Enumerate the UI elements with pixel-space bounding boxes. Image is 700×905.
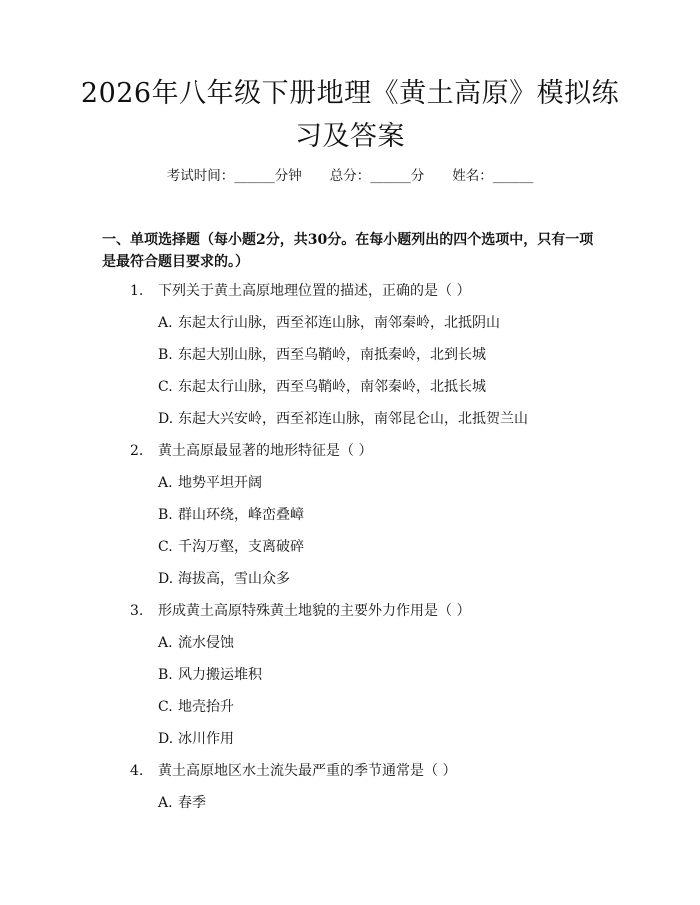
option-letter: D. [158,571,174,587]
question-text: 下列关于黄土高原地理位置的描述，正确的是（ ） [158,283,471,299]
answer-option [158,313,500,333]
option-text: 群山环绕，峰峦叠嶂 [178,507,304,523]
option-text: 海拔高，雪山众多 [178,571,290,587]
answer-option [158,505,304,525]
option-text: 冰川作用 [178,731,234,747]
answer-option [158,537,304,557]
option-text: 流水侵蚀 [178,635,234,651]
option-text: 地势平坦开阔 [178,475,262,491]
answer-option [158,569,290,589]
student-name-field: 姓名：______ [452,168,534,184]
option-letter: B. [158,507,173,523]
option-letter: C. [158,379,173,395]
answer-option [158,697,234,717]
answer-option [158,377,486,397]
option-letter: D. [158,411,174,427]
option-text: 春季 [178,795,206,811]
question-number: 2. [130,443,144,459]
answer-option [158,409,528,429]
option-letter: A. [158,475,173,491]
answer-option [158,345,486,365]
option-letter: A. [158,795,173,811]
question-number: 4. [130,763,144,779]
answer-option [158,473,262,493]
question-text: 黄土高原地区水土流失最严重的季节通常是（ ） [158,763,457,779]
answer-option [158,665,262,685]
option-letter: B. [158,667,173,683]
total-score-field: 总分：______分 [329,168,425,184]
option-letter: C. [158,539,173,555]
option-letter: C. [158,699,173,715]
option-text: 东起太行山脉，西至乌鞘岭，南邻秦岭，北抵长城 [178,379,486,395]
question-text: 形成黄土高原特殊黄土地貌的主要外力作用是（ ） [158,603,471,619]
option-letter: B. [158,347,173,363]
document-title: 2026年八年级下册地理《黄土高原》模拟练习及答案 [80,78,620,152]
option-text: 千沟万壑，支离破碎 [178,539,304,555]
option-letter: A. [158,635,173,651]
exam-meta-line [0,166,700,186]
option-text: 东起大兴安岭，西至祁连山脉，南邻昆仑山，北抵贺兰山 [178,411,528,427]
question-stem [130,441,372,461]
question-stem [130,281,470,301]
answer-option [158,793,206,813]
section-heading: 一、单项选择题（每小题2分，共30分。在每小题列出的四个选项中，只有一项是最符合题目要求的。） [102,232,594,270]
answer-option [158,729,234,749]
question-stem [130,761,456,781]
option-letter: A. [158,315,173,331]
question-stem [130,601,470,621]
question-number: 1. [130,283,144,299]
option-text: 风力搬运堆积 [178,667,262,683]
exam-time-field: 考试时间：______分钟 [166,168,302,184]
option-text: 地壳抬升 [178,699,234,715]
question-number: 3. [130,603,144,619]
question-text: 黄土高原最显著的地形特征是（ ） [158,443,373,459]
answer-option [158,633,234,653]
option-text: 东起大别山脉，西至乌鞘岭，南抵秦岭，北到长城 [178,347,486,363]
option-text: 东起太行山脉，西至祁连山脉，南邻秦岭，北抵阴山 [178,315,500,331]
option-letter: D. [158,731,174,747]
